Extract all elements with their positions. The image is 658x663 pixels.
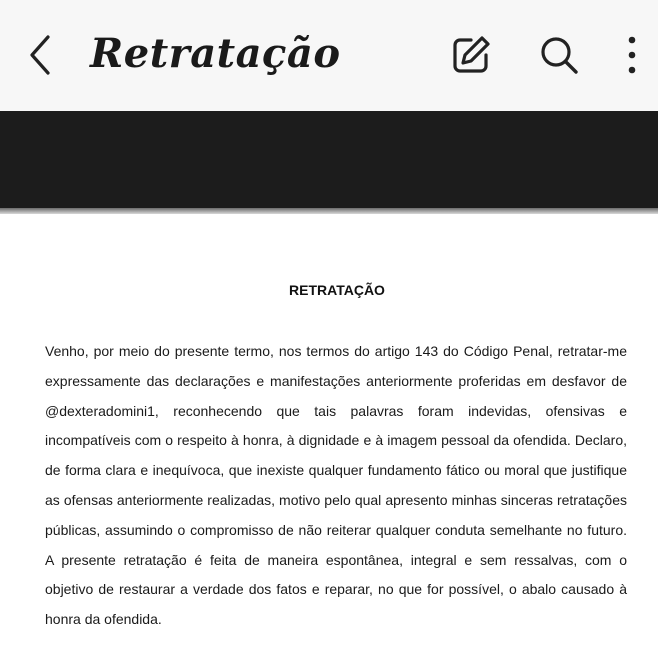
more-options-button[interactable] [612, 34, 652, 76]
search-icon [539, 35, 579, 75]
document-body: Venho, por meio do presente termo, nos termos do artigo 143 do Código Penal, retratar-me expressamente das declarações e manifestações anteriormente proferidas em desfavor de @dexteradomini1, reconhecendo que tais palavras foram indevidas, ofensivas e incompatíveis com o respeito à honra, à dignidade e à imagem pessoal da ofendida. Declaro, de forma clara e inequívoca, que inexiste qualquer fundamento fático ou moral que justifique as ofensas anteriormente realizadas, motivo pelo qual apresento minhas sinceras retratações públicas, assumindo o compromisso de não reiterar qualquer conduta semelhante no futuro. A presente retratação é feita de maneira espontânea, integral e sem ressalvas, com o objetivo de restaurar a verdade dos fatos e reparar, no que for possível, o abalo causado à honra da ofendida. [45, 343, 627, 628]
app-header [0, 0, 658, 111]
chevron-left-icon [28, 35, 52, 75]
search-button[interactable] [538, 34, 580, 76]
document-page [0, 214, 658, 663]
edit-button[interactable] [450, 34, 492, 76]
header-banner [0, 111, 658, 208]
edit-icon [451, 35, 491, 75]
document-heading: RETRATAÇÃO [289, 282, 385, 298]
more-vertical-icon [626, 35, 638, 75]
page-title: Retratação [90, 30, 341, 77]
back-button[interactable] [22, 32, 58, 78]
